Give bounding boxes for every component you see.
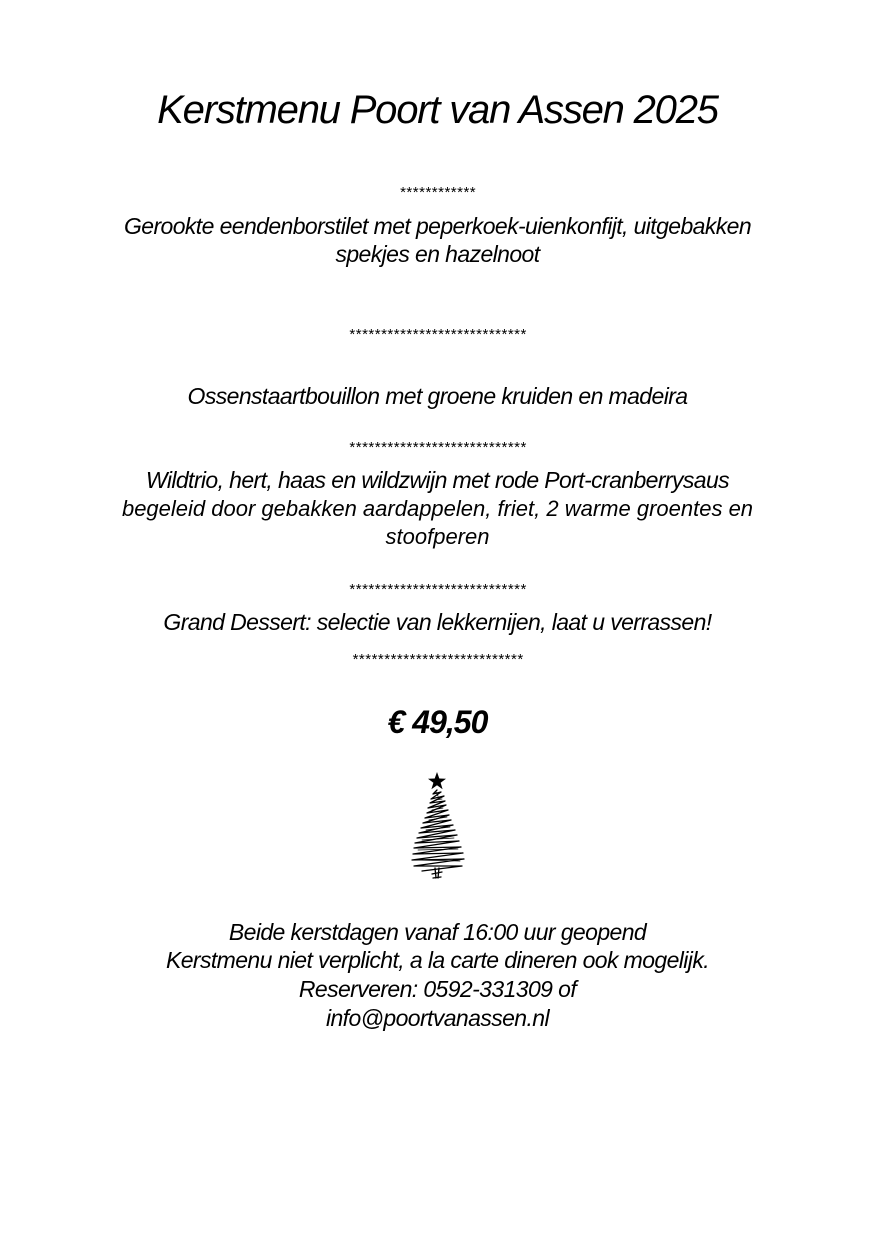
course-soup: Ossenstaartbouillon met groene kruiden en madeira [187, 383, 688, 409]
footer-reservation-phone: Reserveren: 0592-331309 of [298, 976, 577, 1002]
course-main: Wildtrio, hert, haas en wildzwijn met rode Port-cranberrysaus [145, 467, 730, 493]
separator: ************ [399, 184, 476, 201]
page-title: Kerstmenu Poort van Assen 2025 [157, 88, 718, 132]
footer-opening-hours: Beide kerstdagen vanaf 16:00 uur geopend [228, 919, 647, 945]
separator: **************************** [348, 581, 527, 598]
separator: **************************** [348, 326, 527, 343]
course-main-sub-line-1: begeleid door gebakken aardappelen, friet, 2 warme groentes en [121, 496, 754, 521]
course-dessert: Grand Dessert: selectie van lekkernijen, laat u verrassen! [163, 609, 712, 635]
footer-a-la-carte: Kerstmenu niet verplicht, a la carte dineren ook mogelijk. [165, 947, 710, 973]
separator: *************************** [351, 651, 524, 668]
menu-price: € 49,50 [387, 704, 488, 740]
separator: **************************** [348, 439, 527, 456]
course-starter-line-2: spekjes en hazelnoot [335, 241, 540, 267]
course-main-sub-line-2: stoofperen [385, 524, 490, 549]
course-starter-line-1: Gerookte eendenborstilet met peperkoek-uienkonfijt, uitgebakken [123, 213, 752, 239]
christmas-tree-icon [402, 770, 472, 885]
footer-email: info@poortvanassen.nl [325, 1005, 549, 1031]
